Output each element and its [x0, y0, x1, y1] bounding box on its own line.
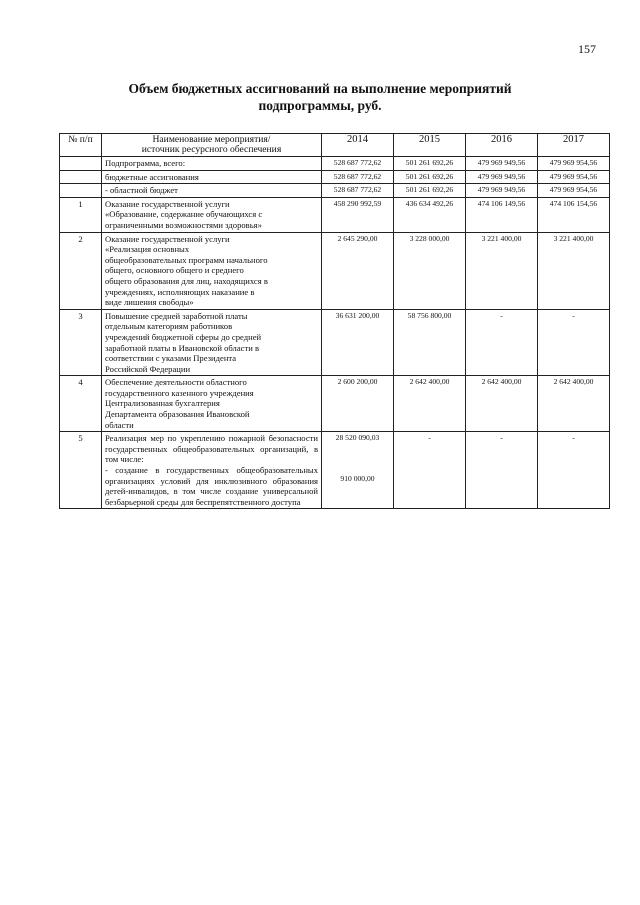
- amount-cell: 2 600 200,00: [322, 376, 394, 432]
- name-line: Российской Федерации: [105, 363, 191, 374]
- empty-cell: [60, 170, 102, 184]
- name-paragraph: - создание в государственных общеобразовательных организациях условий для инклюзивного образования детей-инвалидов, в том числе создание универсальной безбарьерной среды для беспрепятственного доступа: [105, 465, 318, 507]
- amount-value: 28 520 090,03: [335, 433, 380, 443]
- amount-cell: 501 261 692,26: [394, 170, 466, 184]
- row-name: [102, 432, 322, 509]
- amount-cell: 474 106 149,56: [466, 197, 538, 232]
- row-name: - областной бюджет: [102, 184, 322, 198]
- amount-cell: 479 969 954,56: [538, 170, 610, 184]
- page-title: [60, 80, 580, 114]
- name-line: Повышение средней заработной платы: [105, 310, 248, 321]
- row-num: 5: [60, 432, 102, 509]
- budget-table: [59, 133, 610, 509]
- name-line: государственного казенного учреждения: [105, 387, 254, 398]
- amount-value-sub: 910 000,00: [340, 473, 375, 483]
- amount-cell: 3 228 000,00: [394, 232, 466, 309]
- title-line-1: Объем бюджетных ассигнований на выполнение мероприятий: [128, 81, 512, 96]
- table-row: [60, 309, 610, 376]
- name-line: Оказание государственной услуги: [105, 198, 230, 209]
- name-line: общего, основного общего и среднего: [105, 265, 244, 276]
- row-name: [102, 309, 322, 376]
- amount-cell: 474 106 154,56: [538, 197, 610, 232]
- header-year: 2017: [538, 134, 610, 157]
- header-name: [102, 134, 322, 157]
- name-line: области: [105, 419, 134, 430]
- amount-cell: 436 634 492,26: [394, 197, 466, 232]
- amount-cell: 2 642 400,00: [466, 376, 538, 432]
- row-num: 3: [60, 309, 102, 376]
- name-line: учреждениях, исполняющих наказание в: [105, 286, 255, 297]
- row-name: Подпрограмма, всего:: [102, 157, 322, 171]
- amount-cell: -: [394, 432, 466, 509]
- amount-cell: 479 969 949,56: [466, 157, 538, 171]
- amount-cell: 501 261 692,26: [394, 157, 466, 171]
- table-row: [60, 197, 610, 232]
- name-line: Оказание государственной услуги: [105, 233, 230, 244]
- name-line: виде лишения свободы»: [105, 297, 194, 308]
- amount-cell: -: [538, 432, 610, 509]
- amount-cell: 528 687 772,62: [322, 184, 394, 198]
- name-line: отдельным категориям работников: [105, 321, 233, 332]
- summary-row: [60, 170, 610, 184]
- name-line: Централизованная бухгалтерия: [105, 398, 220, 409]
- amount-cell: [322, 432, 394, 509]
- header-name-line-2: источник ресурсного обеспечения: [141, 144, 282, 155]
- amount-cell: 2 642 400,00: [394, 376, 466, 432]
- header-year: 2016: [466, 134, 538, 157]
- table-row: [60, 376, 610, 432]
- row-name: [102, 232, 322, 309]
- amount-cell: 2 642 400,00: [538, 376, 610, 432]
- table-row: [60, 232, 610, 309]
- header-year: 2014: [322, 134, 394, 157]
- amount-cell: 3 221 400,00: [466, 232, 538, 309]
- amount-cell: 528 687 772,62: [322, 170, 394, 184]
- row-num: 2: [60, 232, 102, 309]
- empty-cell: [60, 157, 102, 171]
- amount-cell: 58 756 800,00: [394, 309, 466, 376]
- summary-row: [60, 157, 610, 171]
- name-line: Департамента образования Ивановской: [105, 409, 250, 420]
- row-num: 1: [60, 197, 102, 232]
- table-header-row: [60, 134, 610, 157]
- name-line: Обеспечение деятельности областного: [105, 377, 247, 388]
- name-line: общего образования для лиц, находящихся в: [105, 275, 268, 286]
- name-line: заработной платы в Ивановской области в: [105, 342, 260, 353]
- amount-cell: 3 221 400,00: [538, 232, 610, 309]
- name-line: соответствии с указами Президента: [105, 353, 237, 364]
- header-year: 2015: [394, 134, 466, 157]
- amount-cell: 36 631 200,00: [322, 309, 394, 376]
- row-num: 4: [60, 376, 102, 432]
- name-line: ограниченными возможностями здоровья»: [105, 219, 262, 230]
- header-num: № п/п: [60, 134, 102, 157]
- amount-cell: 479 969 949,56: [466, 170, 538, 184]
- amount-cell: 528 687 772,62: [322, 157, 394, 171]
- amount-cell: 479 969 949,56: [466, 184, 538, 198]
- name-line: учреждений бюджетной сферы до средней: [105, 331, 262, 342]
- name-line: «Реализация основных: [105, 244, 190, 255]
- table-row: [60, 432, 610, 509]
- amount-cell: -: [466, 432, 538, 509]
- page-number: 157: [578, 42, 596, 56]
- name-line: «Образование, содержание обучающихся с: [105, 209, 263, 220]
- amount-cell: 479 969 954,56: [538, 157, 610, 171]
- name-line: общеобразовательных программ начального: [105, 254, 268, 265]
- amount-cell: -: [466, 309, 538, 376]
- amount-cell: 458 290 992,59: [322, 197, 394, 232]
- header-name-line-1: Наименование мероприятия/: [152, 134, 271, 145]
- row-name: бюджетные ассигнования: [102, 170, 322, 184]
- empty-cell: [60, 184, 102, 198]
- amount-cell: -: [538, 309, 610, 376]
- row-name: [102, 376, 322, 432]
- amount-cell: 501 261 692,26: [394, 184, 466, 198]
- amount-cell: 2 645 290,00: [322, 232, 394, 309]
- name-paragraph: Реализация мер по укреплению пожарной безопасности государственных общеобразовательных организаций, в том числе:: [105, 433, 318, 465]
- amount-cell: 479 969 954,56: [538, 184, 610, 198]
- title-line-2: подпрограммы, руб.: [258, 98, 382, 113]
- summary-row: [60, 184, 610, 198]
- row-name: [102, 197, 322, 232]
